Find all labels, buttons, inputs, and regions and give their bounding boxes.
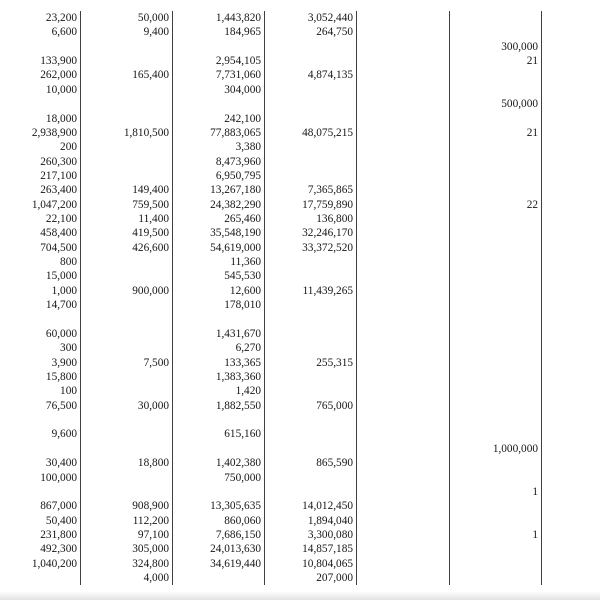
table-cell: 255,315: [265, 356, 357, 370]
table-cell: [450, 284, 542, 298]
table-row: [0, 83, 542, 97]
table-row: [0, 212, 542, 226]
table-cell: [81, 384, 173, 398]
table-cell: [81, 442, 173, 456]
table-cell: [0, 97, 81, 111]
table-cell: [173, 485, 265, 499]
table-row: [0, 298, 542, 312]
table-cell: 900,000: [81, 284, 173, 298]
table-cell: 1: [450, 485, 542, 499]
table-cell: [265, 97, 357, 111]
table-cell: 7,731,060: [173, 68, 265, 82]
table-cell: 165,400: [81, 68, 173, 82]
table-cell: [357, 140, 450, 154]
table-cell: 3,380: [173, 140, 265, 154]
table-cell: 11,439,265: [265, 284, 357, 298]
table-cell: 33,372,520: [265, 241, 357, 255]
table-cell: [265, 83, 357, 97]
table-cell: 867,000: [0, 499, 81, 513]
table-cell: [265, 169, 357, 183]
table-cell: 1,894,040: [265, 514, 357, 528]
table-row: [0, 499, 542, 513]
table-cell: 2,954,105: [173, 54, 265, 68]
table-cell: [81, 471, 173, 485]
table-cell: [357, 485, 450, 499]
table-cell: 8,473,960: [173, 155, 265, 169]
table-cell: 492,300: [0, 542, 81, 556]
table-cell: 14,012,450: [265, 499, 357, 513]
table-cell: [265, 155, 357, 169]
table-cell: [357, 370, 450, 384]
table-cell: [357, 169, 450, 183]
table-cell: [173, 442, 265, 456]
table-cell: [357, 269, 450, 283]
table-cell: 21: [450, 54, 542, 68]
table-cell: 7,500: [81, 356, 173, 370]
table-cell: 30,400: [0, 456, 81, 470]
table-cell: 1: [450, 528, 542, 542]
table-cell: 242,100: [173, 112, 265, 126]
table-cell: 60,000: [0, 327, 81, 341]
table-cell: 149,400: [81, 183, 173, 197]
table-cell: [450, 255, 542, 269]
table-cell: [357, 11, 450, 25]
table-cell: [450, 427, 542, 441]
table-cell: 305,000: [81, 542, 173, 556]
table-cell: [357, 471, 450, 485]
table-cell: 3,052,440: [265, 11, 357, 25]
table-row: [0, 485, 542, 499]
table-cell: 1,000,000: [450, 442, 542, 456]
table-cell: 1,047,200: [0, 198, 81, 212]
table-row: [0, 255, 542, 269]
table-cell: [450, 155, 542, 169]
table-cell: 264,750: [265, 25, 357, 39]
table-cell: 4,874,135: [265, 68, 357, 82]
table-cell: 13,305,635: [173, 499, 265, 513]
table-cell: [450, 557, 542, 571]
table-cell: 32,246,170: [265, 226, 357, 240]
table-cell: [357, 68, 450, 82]
table-cell: [265, 269, 357, 283]
table-cell: 1,420: [173, 384, 265, 398]
table-cell: [450, 514, 542, 528]
table-cell: 35,548,190: [173, 226, 265, 240]
table-cell: [357, 83, 450, 97]
table-cell: [265, 327, 357, 341]
table-cell: 100,000: [0, 471, 81, 485]
table-cell: [265, 485, 357, 499]
table-cell: [357, 54, 450, 68]
table-cell: [81, 370, 173, 384]
table-cell: [450, 112, 542, 126]
table-cell: [357, 499, 450, 513]
table-cell: [81, 413, 173, 427]
table-cell: 7,686,150: [173, 528, 265, 542]
table-cell: 3,300,080: [265, 528, 357, 542]
table-row: [0, 313, 542, 327]
table-cell: 34,619,440: [173, 557, 265, 571]
table-cell: 262,000: [0, 68, 81, 82]
table-cell: 1,810,500: [81, 126, 173, 140]
table-cell: [81, 255, 173, 269]
table-cell: 759,500: [81, 198, 173, 212]
table-cell: 908,900: [81, 499, 173, 513]
table-cell: [81, 83, 173, 97]
table-cell: 1,882,550: [173, 399, 265, 413]
table-row: [0, 68, 542, 82]
table-cell: [265, 370, 357, 384]
table-row: [0, 11, 542, 25]
table-cell: 76,500: [0, 399, 81, 413]
table-cell: [450, 571, 542, 585]
table-cell: 419,500: [81, 226, 173, 240]
table-cell: [450, 356, 542, 370]
table-row: [0, 284, 542, 298]
table-cell: [81, 54, 173, 68]
table-cell: [265, 112, 357, 126]
table-cell: [357, 255, 450, 269]
table-cell: [450, 169, 542, 183]
table-cell: 6,600: [0, 25, 81, 39]
table-cell: [81, 327, 173, 341]
table-cell: [0, 442, 81, 456]
table-cell: [357, 226, 450, 240]
table-cell: 1,383,360: [173, 370, 265, 384]
table-cell: [357, 298, 450, 312]
table-row: [0, 155, 542, 169]
table-cell: [357, 514, 450, 528]
table-cell: 11,400: [81, 212, 173, 226]
table-row: [0, 571, 542, 585]
table-cell: [81, 40, 173, 54]
table-cell: [450, 25, 542, 39]
table-cell: 50,000: [81, 11, 173, 25]
table-cell: [357, 112, 450, 126]
table-cell: 7,365,865: [265, 183, 357, 197]
table-cell: [357, 341, 450, 355]
table-cell: [450, 11, 542, 25]
table-cell: [450, 499, 542, 513]
table-row: [0, 514, 542, 528]
table-cell: 112,200: [81, 514, 173, 528]
table-cell: 6,950,795: [173, 169, 265, 183]
table-cell: [0, 485, 81, 499]
table-cell: [81, 298, 173, 312]
table-cell: 136,800: [265, 212, 357, 226]
table-cell: 22: [450, 198, 542, 212]
table-cell: 500,000: [450, 97, 542, 111]
table-cell: [265, 40, 357, 54]
table-cell: [357, 442, 450, 456]
table-cell: 178,010: [173, 298, 265, 312]
table-row: [0, 25, 542, 39]
table-cell: [81, 427, 173, 441]
table-row: [0, 471, 542, 485]
table-cell: 1,443,820: [173, 11, 265, 25]
table-cell: [0, 413, 81, 427]
table-row: [0, 40, 542, 54]
table-cell: [265, 341, 357, 355]
table-cell: 1,000: [0, 284, 81, 298]
table-cell: [357, 40, 450, 54]
table-row: [0, 112, 542, 126]
table-cell: 50,400: [0, 514, 81, 528]
table-cell: [450, 298, 542, 312]
table-row: [0, 241, 542, 255]
table-cell: [265, 442, 357, 456]
table-cell: [357, 155, 450, 169]
table-cell: [0, 571, 81, 585]
table-cell: [0, 40, 81, 54]
table-cell: 458,400: [0, 226, 81, 240]
table-row: [0, 183, 542, 197]
table-cell: 10,804,065: [265, 557, 357, 571]
table-cell: [265, 413, 357, 427]
table-cell: 265,460: [173, 212, 265, 226]
table-row: [0, 413, 542, 427]
table-cell: [0, 313, 81, 327]
table-cell: [357, 313, 450, 327]
table-cell: [265, 471, 357, 485]
table-cell: [265, 54, 357, 68]
table-cell: [357, 356, 450, 370]
scan-shadow-bottom: [0, 591, 600, 600]
table-row: [0, 542, 542, 556]
table-cell: [357, 327, 450, 341]
table-cell: 97,100: [81, 528, 173, 542]
table-row: [0, 198, 542, 212]
table-cell: [450, 471, 542, 485]
table-cell: 207,000: [265, 571, 357, 585]
table-cell: [357, 427, 450, 441]
table-cell: [265, 427, 357, 441]
table-cell: 200: [0, 140, 81, 154]
table-cell: 48,075,215: [265, 126, 357, 140]
table-cell: [357, 528, 450, 542]
table-row: [0, 528, 542, 542]
table-cell: [81, 313, 173, 327]
table-cell: 800: [0, 255, 81, 269]
table-cell: [357, 399, 450, 413]
table-cell: 6,270: [173, 341, 265, 355]
table-cell: 18,000: [0, 112, 81, 126]
table-row: [0, 557, 542, 571]
table-cell: 304,000: [173, 83, 265, 97]
table-cell: 184,965: [173, 25, 265, 39]
table-row: [0, 399, 542, 413]
table-row: [0, 97, 542, 111]
table-cell: [81, 485, 173, 499]
table-cell: [173, 413, 265, 427]
table-cell: [81, 169, 173, 183]
table-cell: [357, 97, 450, 111]
table-cell: [81, 341, 173, 355]
table-cell: 3,900: [0, 356, 81, 370]
table-cell: [357, 25, 450, 39]
table-cell: 15,000: [0, 269, 81, 283]
table-cell: [357, 456, 450, 470]
table-cell: 545,530: [173, 269, 265, 283]
table-cell: [450, 399, 542, 413]
table-cell: [265, 298, 357, 312]
table-cell: [450, 341, 542, 355]
table-cell: 300: [0, 341, 81, 355]
table-cell: [357, 413, 450, 427]
table-row: [0, 356, 542, 370]
table-cell: [81, 140, 173, 154]
table-cell: 615,160: [173, 427, 265, 441]
table-row: [0, 140, 542, 154]
table-cell: [173, 40, 265, 54]
table-cell: 9,400: [81, 25, 173, 39]
table-cell: [357, 183, 450, 197]
table-cell: [357, 384, 450, 398]
table-cell: 300,000: [450, 40, 542, 54]
table-cell: [81, 269, 173, 283]
table-cell: [357, 126, 450, 140]
table-cell: 24,382,290: [173, 198, 265, 212]
table-cell: [450, 456, 542, 470]
table-cell: 11,360: [173, 255, 265, 269]
table-cell: 22,100: [0, 212, 81, 226]
table-row: [0, 370, 542, 384]
table-row: [0, 442, 542, 456]
table-cell: 54,619,000: [173, 241, 265, 255]
table-row: [0, 126, 542, 140]
table-cell: [265, 313, 357, 327]
table-row: [0, 226, 542, 240]
table-row: [0, 269, 542, 283]
table-cell: [265, 384, 357, 398]
table-cell: 750,000: [173, 471, 265, 485]
table-cell: [357, 284, 450, 298]
table-cell: [450, 226, 542, 240]
table-cell: [357, 241, 450, 255]
table-cell: 2,938,900: [0, 126, 81, 140]
table-cell: 21: [450, 126, 542, 140]
table-cell: [81, 97, 173, 111]
financial-table: [0, 11, 542, 585]
table-cell: 217,100: [0, 169, 81, 183]
table-cell: 12,600: [173, 284, 265, 298]
table-row: [0, 327, 542, 341]
table-cell: 1,431,670: [173, 327, 265, 341]
table-cell: [450, 140, 542, 154]
table-cell: 18,800: [81, 456, 173, 470]
table-row: [0, 427, 542, 441]
table-cell: 765,000: [265, 399, 357, 413]
table-row: [0, 54, 542, 68]
table-cell: 24,013,630: [173, 542, 265, 556]
table-cell: [450, 183, 542, 197]
table-cell: 4,000: [81, 571, 173, 585]
table-cell: 231,800: [0, 528, 81, 542]
table-cell: [450, 542, 542, 556]
table-cell: 10,000: [0, 83, 81, 97]
table-cell: [450, 384, 542, 398]
table-cell: 9,600: [0, 427, 81, 441]
table-cell: [357, 542, 450, 556]
table-cell: 17,759,890: [265, 198, 357, 212]
table-cell: [265, 140, 357, 154]
table-row: [0, 384, 542, 398]
table-cell: 865,590: [265, 456, 357, 470]
table-cell: [173, 571, 265, 585]
table-cell: [450, 212, 542, 226]
table-cell: 23,200: [0, 11, 81, 25]
table-cell: 860,060: [173, 514, 265, 528]
table-row: [0, 456, 542, 470]
table-cell: 133,900: [0, 54, 81, 68]
table-cell: [81, 112, 173, 126]
table-cell: [173, 313, 265, 327]
table-cell: [81, 155, 173, 169]
table-cell: [450, 68, 542, 82]
table-cell: 13,267,180: [173, 183, 265, 197]
table-cell: [450, 370, 542, 384]
table-row: [0, 341, 542, 355]
table-cell: 263,400: [0, 183, 81, 197]
table-cell: [357, 571, 450, 585]
table-cell: 324,800: [81, 557, 173, 571]
table-cell: [265, 255, 357, 269]
table-cell: 14,700: [0, 298, 81, 312]
table-cell: 704,500: [0, 241, 81, 255]
table-cell: [357, 198, 450, 212]
table-cell: 15,800: [0, 370, 81, 384]
table-cell: 14,857,185: [265, 542, 357, 556]
table-cell: [450, 327, 542, 341]
table-cell: [450, 413, 542, 427]
table-cell: 1,402,380: [173, 456, 265, 470]
table-cell: [450, 83, 542, 97]
table-cell: [450, 313, 542, 327]
table-cell: 77,883,065: [173, 126, 265, 140]
table-cell: [357, 212, 450, 226]
table-cell: 260,300: [0, 155, 81, 169]
table-cell: 100: [0, 384, 81, 398]
table-cell: 1,040,200: [0, 557, 81, 571]
table-row: [0, 169, 542, 183]
table-cell: [173, 97, 265, 111]
table-cell: [450, 241, 542, 255]
table-cell: 426,600: [81, 241, 173, 255]
table-cell: 133,365: [173, 356, 265, 370]
table-cell: 30,000: [81, 399, 173, 413]
table-cell: [357, 557, 450, 571]
table-cell: [450, 269, 542, 283]
